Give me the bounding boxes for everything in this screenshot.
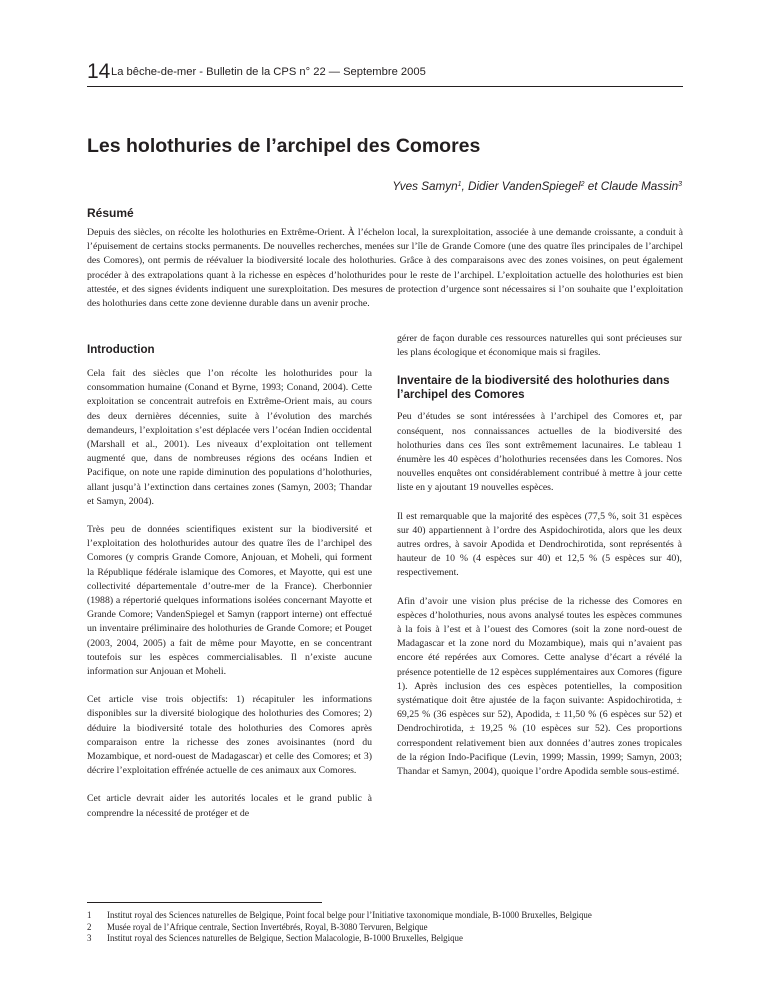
- body-paragraph: Cet article vise trois objectifs: 1) récapituler les informations disponibles sur la diversité biologique des holothuries des Comores; 2) déduire la biodiversité totale des holothuries des Comores après comparaison entre la richesse des zones avoisinantes (nord du Mozambique, et nord-ouest de Madagascar) et celle des Comores; et 3) décrire l’exploitation effrénée actuelle de ces animaux aux Comores.: [87, 694, 372, 777]
- body-paragraph: Cet article devrait aider les autorités locales et le grand public à comprendre la nécessité de protéger et de: [87, 793, 372, 819]
- footnote-text: Institut royal des Sciences naturelles de Belgique, Section Malacologie, B-1000 Bruxelles, Belgique: [107, 933, 463, 944]
- body-paragraph: Cela fait des siècles que l’on récolte les holothurides pour la consommation humaine (Conand et Byrne, 1993; Conand, 2004). Cette exploitation se concentrait autrefois en Extrême-Orient mais, au cours des deux dernières décennies, suite à l’évolution des marchés demandeurs, l’exploitation s’est déplacée vers l’océan Indien occidental (Marshall et al., 2001). Les niveaux d’exploitation ont tellement augmenté que, dans de nombreuses régions des océans Indien et Pacifique, on note une rapide diminution des populations d’holothuries, allant jusqu’à l’extinction dans certaines zones (Samyn, 2003; Thandar et Samyn, 2004).: [87, 368, 372, 507]
- affiliation-marker: 2: [580, 181, 585, 188]
- body-paragraph: Afin d’avoir une vision plus précise de la richesse des Comores en espèces d’holothuries, nous avons analysé toutes les espèces communes à la fois à l’est et à l’ouest des Comores (soit la zone nord-ouest de Madagascar et la zone nord du Mozambique), mais qui n’avaient pas encore été repérées aux Comores. Cette analyse d’écart a révélé la présence potentielle de 12 espèces supplémentaires aux Comores (figure 1). Après inclusion des ces espèces potentielles, la composition systématique doit être ajustée de la façon suivante: Aspidochirotida, ± 69,25 % (36 espèces sur 52), Apodida, ± 11,50 % (6 espèces sur 52) et Dendrochirotida, ± 19,25 % (10 espèces sur 52). Ces proportions correspondent relativement bien aux données d’autres zones tropicales de la région Indo-Pacifique (Levin, 1999; Massin, 1999; Samyn, 2003; Thandar et Samyn, 2004), quoique l’ordre Apodida semble sous-estimé.: [397, 595, 682, 778]
- footnote-item: [87, 922, 687, 934]
- right-column: [397, 332, 682, 793]
- body-paragraph: Très peu de données scientifiques existent sur la biodiversité et l’exploitation des holothurides autour des quatre îles de l’archipel des Comores (y compris Grande Comore, Anjouan, et Moheli, qui forment la République fédérale islamique des Comores, et Mayotte, qui est une collectivité départementale d’outre-mer de la France). Cherbonnier (1988) a répertorié quelques informations isolées concernant Mayotte et Grande Comore; VandenSpiegel et Samyn (rapport interne) ont effectué un inventaire préliminaire des holothuries de Grande Comore; et Pouget (2003, 2004, 2005) a fait de même pour Mayotte, en se concentrant toutefois sur les espèces commercialisables. Il n’existe aucune information sur Anjouan et Moheli.: [87, 524, 372, 678]
- author-separator: et: [584, 180, 601, 193]
- running-head: La bêche-de-mer - Bulletin de la CPS n° 22 — Septembre 2005: [111, 66, 426, 78]
- inventory-heading: Inventaire de la biodiversité des holothuries dans l’archipel des Comores: [397, 374, 670, 402]
- footnotes: [87, 910, 687, 945]
- footnote-rule: [87, 902, 322, 903]
- page-header: [87, 60, 683, 87]
- author-name: Didier VandenSpiegel: [468, 180, 581, 193]
- article-title: Les holothuries de l’archipel des Comores: [87, 135, 481, 157]
- footnote-text: Institut royal des Sciences naturelles de Belgique, Point focal belge pour l’Initiative taxonomique mondiale, B-1000 Bruxelles, Belgique: [107, 910, 592, 920]
- body-paragraph: Peu d’études se sont intéressées à l’archipel des Comores et, par conséquent, nos connaissances actuelles de la biodiversité des holothuries dans ces îles sont extrêmement lacunaires. Le tableau 1 énumère les 40 espèces d’holothuries recensées dans les Comores. Nos nouvelles enquêtes ont considérablement contribué à mettre à jour cette liste en y ajoutant 19 nouvelles espèces.: [397, 411, 682, 494]
- page-number: 14: [87, 60, 111, 83]
- footnote-number: 2: [87, 921, 92, 932]
- abstract-heading: Résumé: [87, 206, 134, 220]
- continuation-paragraph: gérer de façon durable ces ressources naturelles qui sont précieuses sur les plans écologique et économique mais si fragiles.: [397, 333, 682, 359]
- footnote-text: Musée royal de l’Afrique centrale, Section Invertébrés, Royal, B-3080 Tervuren, Belgique: [107, 921, 428, 932]
- author-name: Yves Samyn: [392, 180, 458, 193]
- introduction-heading: Introduction: [87, 343, 155, 356]
- footnote-item: [87, 933, 687, 945]
- footnote-item: [87, 910, 687, 922]
- left-column: [87, 343, 372, 835]
- author-line: [392, 180, 682, 194]
- footnote-number: 1: [87, 910, 92, 920]
- affiliation-marker: 1: [457, 181, 462, 188]
- abstract-text: Depuis des siècles, on récolte les holothuries en Extrême-Orient. À l’échelon local, la surexploitation, associée à une demande croissante, a conduit à l’épuisement de certains stocks permanents. De nouvelles recherches, menées sur l’île de Grande Comore (une des quatre îles principales de l’archipel des Comores), ont permis de réévaluer la biodiversité locale des holothuries. Grâce à des comparaisons avec des zones voisines, on peut également procéder à des extrapolations quant à la richesse en espèces d’holothurides pour le reste de l’archipel. L’exploitation actuelle des holothuries est bien attestée, et des signes évidents indiquent une surexploitation. Des mesures de protection d’urgence sont nécessaires si l’on souhaite que l’exploitation des holothuries dans cette zone devienne durable dans un avenir proche.: [87, 227, 683, 310]
- body-paragraph: Il est remarquable que la majorité des espèces (77,5 %, soit 31 espèces sur 40) appartiennent à l’ordre des Aspidochirotida, alors que les deux autres ordres, à savoir Apodida et Dendrochirotida, sont représentés à hauteur de 10 % (4 espèces sur 40) et 12,5 % (5 espèces sur 40), respectivement.: [397, 510, 682, 579]
- footnote-number: 3: [87, 933, 92, 944]
- author-separator: ,: [461, 180, 468, 193]
- author-name: Claude Massin: [600, 180, 679, 193]
- affiliation-marker: 3: [678, 181, 682, 188]
